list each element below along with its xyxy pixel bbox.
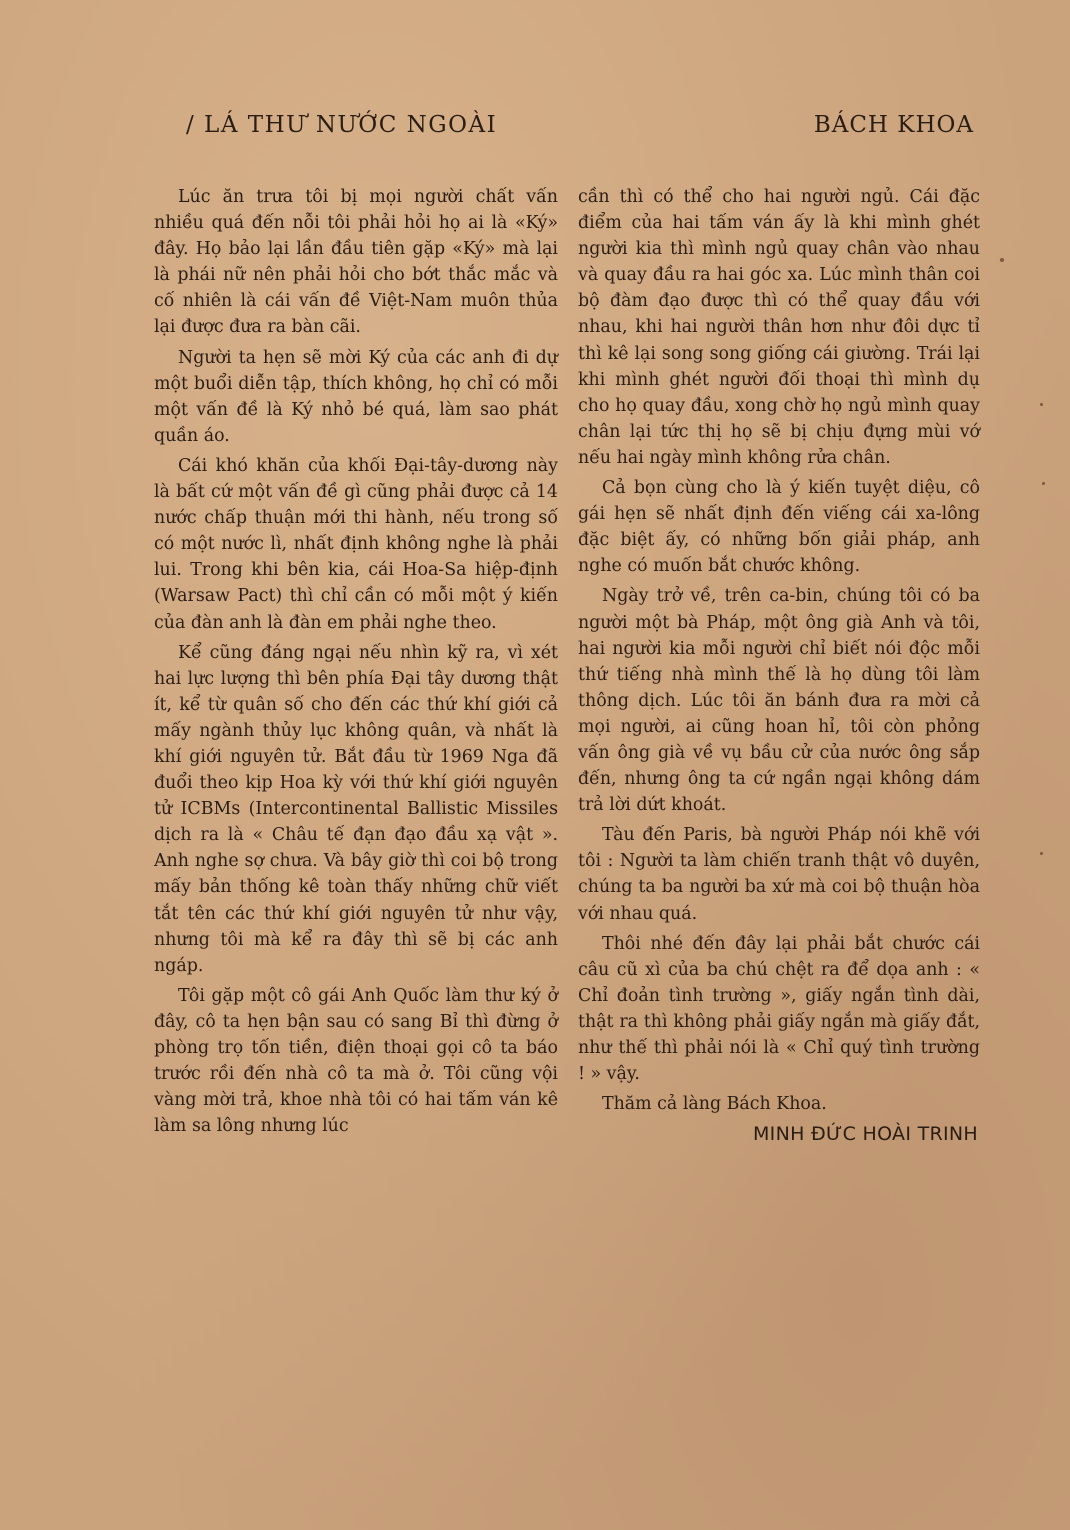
- paragraph: Thôi nhé đến đây lại phải bắt chước cái câu cũ xì của ba chú chệt ra để dọa anh : « Chỉ đoản tình trường », giấy ngắn tình dài, thật ra thì không phải giấy ngắn mà giấy đắt, như thế thì phải nói là « Chỉ quý tình trường ! » vậy.: [578, 933, 980, 1085]
- page-header: [0, 112, 1070, 152]
- magazine-title: BÁCH KHOA: [813, 112, 974, 138]
- paragraph: Cái khó khăn của khối Đại-tây-dương này là bất cứ một vấn đề gì cũng phải được cả 14 nước chấp thuận mới thi hành, nếu trong số có một nước lì, nhất định không nghe là phải lui. Trong khi bên kia, cái Hoa-Sa hiệp-định (Warsaw Pact) thì chỉ cần có mỗi một ý kiến của đàn anh là đàn em phải nghe theo.: [154, 455, 558, 633]
- closing-line: Thăm cả làng Bách Khoa.: [602, 1094, 827, 1115]
- paragraph: cần thì có thể cho hai người ngủ. Cái đặc điểm của hai tấm ván ấy là khi mình ghét người kia thì mình ngủ quay chân vào nhau và quay đầu ra hai góc xa. Lúc mình thân coi bộ đàm đạo được thì có thể quay đầu với nhau, khi hai người thân hơn như đôi dực tỉ thì kê lại song song giống cái giường. Trái lại khi mình ghét người đối thoại thì mình dụ cho họ quay đầu, xong chờ họ ngủ mình quay chân lại tức thị họ sẽ bị chịu đựng mùi vớ nếu hai ngày mình không rửa chân.: [578, 187, 980, 468]
- left-column: [154, 184, 558, 1143]
- paragraph: Tàu đến Paris, bà người Pháp nói khẽ với tôi : Người ta làm chiến tranh thật vô duyên, chúng ta ba người ba xứ mà coi bộ thuận hòa với nhau quá.: [578, 825, 980, 924]
- paper-speck: [1000, 258, 1004, 262]
- paragraph: Ngày trở về, trên ca-bin, chúng tôi có ba người một bà Pháp, một ông già Anh và tôi, hai người kia mỗi người chỉ biết nói độc mỗi thứ tiếng nhà mình thế là họ dùng tôi làm thông dịch. Lúc tôi ăn bánh đưa ra mời cả mọi người, ai cũng hoan hỉ, tôi còn phỏng vấn ông già về vụ bầu cử của nước ông sắp đến, nhưng ông ta cứ ngần ngại không dám trả lời dứt khoát.: [578, 586, 980, 816]
- author-signature: MINH ĐỨC HOÀI TRINH: [752, 1123, 978, 1146]
- paragraph: Lúc ăn trưa tôi bị mọi người chất vấn nhiều quá đến nỗi tôi phải hỏi họ ai là «Ký» đây. Họ bảo lại lần đầu tiên gặp «Ký» mà lại là phái nữ nên phải hỏi cho bớt thắc mắc và cố nhiên là cái vấn đề Việt-Nam muôn thủa lại được đưa ra bàn cãi.: [154, 187, 558, 338]
- paragraph: Tôi gặp một cô gái Anh Quốc làm thư ký ở đây, cô ta hẹn bận sau có sang Bỉ thì đừng ở phòng trọ tốn tiền, điện thoại gọi cô ta báo trước rồi đến nhà cô ta mà ở. Tôi cũng vội vàng mời trả, khoe nhà tôi có hai tấm ván kê làm sa lông nhưng lúc: [154, 985, 558, 1137]
- paper-speck: [1040, 852, 1043, 855]
- paper-speck: [1042, 482, 1045, 485]
- paragraph: Người ta hẹn sẽ mời Ký của các anh đi dự một buổi diễn tập, thích không, họ chỉ có mỗi một vấn đề là Ký nhỏ bé quá, làm sao phát quần áo.: [154, 347, 558, 446]
- section-title: / LÁ THƯ NƯỚC NGOÀI: [186, 112, 498, 138]
- paragraph: Cả bọn cùng cho là ý kiến tuyệt diệu, cô gái hẹn sẽ nhất định đến viếng cái xa-lông đặc biệt ấy, có những bốn giải pháp, anh nghe có muốn bắt chước không.: [578, 478, 980, 577]
- paragraph: Kể cũng đáng ngại nếu nhìn kỹ ra, vì xét hai lực lượng thì bên phía Đại tây dương thật ít, kể từ quân số cho đến các thứ khí giới cả mấy ngành thủy lục không quân, và nhất là khí giới nguyên tử. Bắt đầu từ 1969 Nga đã đuổi theo kịp Hoa kỳ với thứ khí giới nguyên tử ICBMs (Intercontinental Ballistic Missiles dịch ra là « Châu tế đạn đạo đầu xạ vật ». Anh nghe sợ chưa. Và bây giờ thì coi bộ trong mấy bản thống kê toàn thấy những chữ viết tắt tên các thứ khí giới nguyên tử như vậy, nhưng tôi mà kể ra đây thì sẽ bị các anh ngáp.: [154, 642, 558, 976]
- paper-speck: [1040, 403, 1043, 406]
- right-column: [578, 184, 980, 1145]
